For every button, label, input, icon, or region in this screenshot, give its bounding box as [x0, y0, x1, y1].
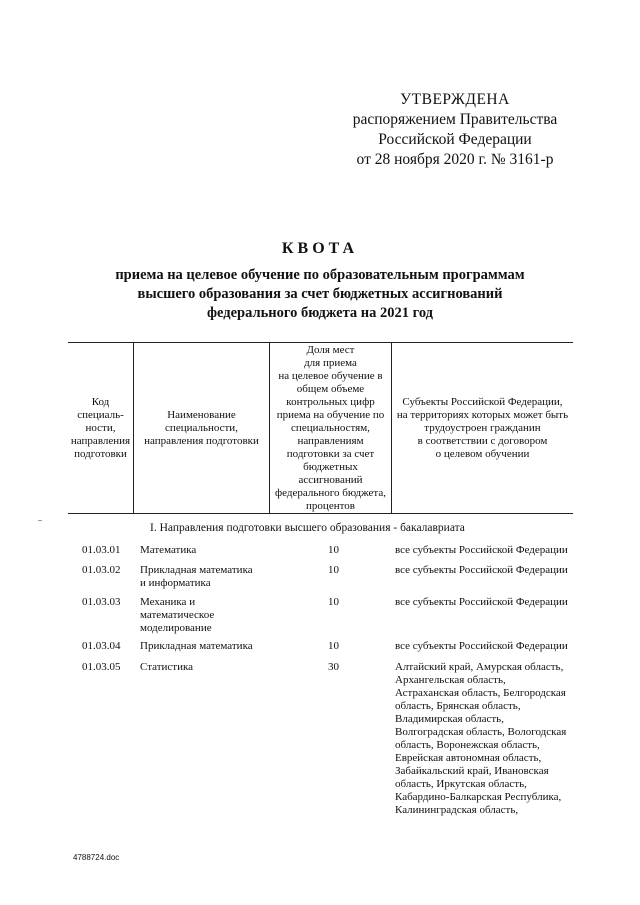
header-line: направления [70, 434, 131, 447]
row-name [140, 544, 280, 557]
row-subjects [395, 640, 575, 653]
approval-stamp [340, 90, 570, 170]
row-subject-line: все субъекты Российской Федерации [395, 564, 568, 576]
header-line: Субъекты Российской Федерации, [402, 395, 563, 408]
row-code: 01.03.01 [82, 544, 121, 556]
header-line: направлениям [297, 434, 364, 447]
header-line: контрольных цифр [286, 395, 375, 408]
header-line: подготовки [74, 447, 127, 460]
header-line: на территориях которых может быть [396, 408, 569, 421]
approval-authority: распоряжением Правительства [352, 111, 558, 128]
row-name-line: Статистика [140, 661, 194, 673]
row-name [140, 661, 280, 674]
row-name-line: моделирование [140, 622, 212, 634]
row-subject-line: Архангельская область, [395, 674, 506, 686]
row-subject-line: область, Воронежская область, [395, 739, 540, 751]
row-name [140, 640, 280, 653]
row-subject-line: Калининградская область, [395, 804, 519, 816]
header-code [68, 343, 134, 513]
row-name-line: Математика [140, 544, 197, 556]
row-subject-line: Владимирская область, [395, 713, 504, 725]
header-line: подготовки за счет [286, 447, 375, 460]
row-percent: 10 [328, 564, 339, 576]
header-line: для приема [304, 356, 357, 369]
file-name: 4788724.doc [73, 853, 120, 862]
header-line: трудоустроен гражданин [424, 421, 541, 434]
row-name-line: Механика и [140, 596, 196, 608]
row-percent: 10 [328, 640, 339, 652]
row-subject-line: все субъекты Российской Федерации [395, 544, 568, 556]
header-line: специаль- [77, 408, 124, 421]
header-line: общем объеме [296, 382, 365, 395]
document-subtitle [0, 266, 640, 323]
subtitle-line-3: федерального бюджета на 2021 год [206, 305, 433, 321]
header-line: Наименование [167, 408, 236, 421]
row-subject-line: Забайкальский край, Ивановская [395, 765, 549, 777]
section-heading: I. Направления подготовки высшего образования - бакалавриата [150, 522, 465, 534]
row-subjects [395, 661, 575, 817]
subtitle-line-1: приема на целевое обучение по образовательным программам [115, 267, 525, 283]
header-line: процентов [306, 499, 355, 512]
row-name [140, 564, 280, 590]
header-line: ности, [85, 421, 116, 434]
row-subject-line: Еврейская автономная область, [395, 752, 542, 764]
row-subjects [395, 544, 575, 557]
header-line: на целевое обучение в [278, 369, 383, 382]
row-code: 01.03.04 [82, 640, 121, 652]
row-percent: 10 [328, 544, 339, 556]
row-subject-line: Алтайский край, Амурская область, [395, 661, 564, 673]
row-code: 01.03.05 [82, 661, 121, 673]
row-name-line: Прикладная математика [140, 564, 253, 576]
approval-country: Российской Федерации [378, 131, 532, 148]
header-line: направления подготовки [144, 434, 259, 447]
row-name-line: математическое [140, 609, 215, 621]
table-header [68, 342, 573, 514]
header-subjects [392, 343, 573, 513]
header-line: федерального бюджета, [275, 486, 386, 499]
row-name [140, 596, 280, 635]
row-subjects [395, 596, 575, 609]
header-share [270, 343, 392, 513]
row-percent: 30 [328, 661, 339, 673]
header-line: специальностям, [291, 421, 370, 434]
header-line: ассигнований [298, 473, 363, 486]
header-line: в соответствии с договором [417, 434, 548, 447]
header-line: бюджетных [303, 460, 358, 473]
row-subjects [395, 564, 575, 577]
header-line: Доля мест [306, 343, 355, 356]
row-subject-line: все субъекты Российской Федерации [395, 640, 568, 652]
header-line: Код [91, 395, 110, 408]
margin-mark [38, 520, 42, 521]
row-subject-line: область, Брянская область, [395, 700, 521, 712]
header-line: о целевом обучении [435, 447, 530, 460]
row-subject-line: область, Иркутская область, [395, 778, 527, 790]
approval-date-number: от 28 ноября 2020 г. № 3161-р [356, 151, 554, 168]
row-name-line: Прикладная математика [140, 640, 253, 652]
document-title: КВОТА [281, 240, 359, 257]
row-subject-line: все субъекты Российской Федерации [395, 596, 568, 608]
row-code: 01.03.03 [82, 596, 121, 608]
row-subject-line: Кабардино-Балкарская Республика, [395, 791, 562, 803]
row-subject-line: Астраханская область, Белгородская [395, 687, 566, 699]
subtitle-line-2: высшего образования за счет бюджетных ассигнований [137, 286, 503, 302]
header-name [134, 343, 270, 513]
approval-title: УТВЕРЖДЕНА [400, 91, 510, 108]
row-percent: 10 [328, 596, 339, 608]
header-line: специальности, [165, 421, 238, 434]
header-line: приема на обучение по [276, 408, 385, 421]
row-subject-line: Волгоградская область, Вологодская [395, 726, 567, 738]
row-name-line: и информатика [140, 577, 211, 589]
row-code: 01.03.02 [82, 564, 121, 576]
